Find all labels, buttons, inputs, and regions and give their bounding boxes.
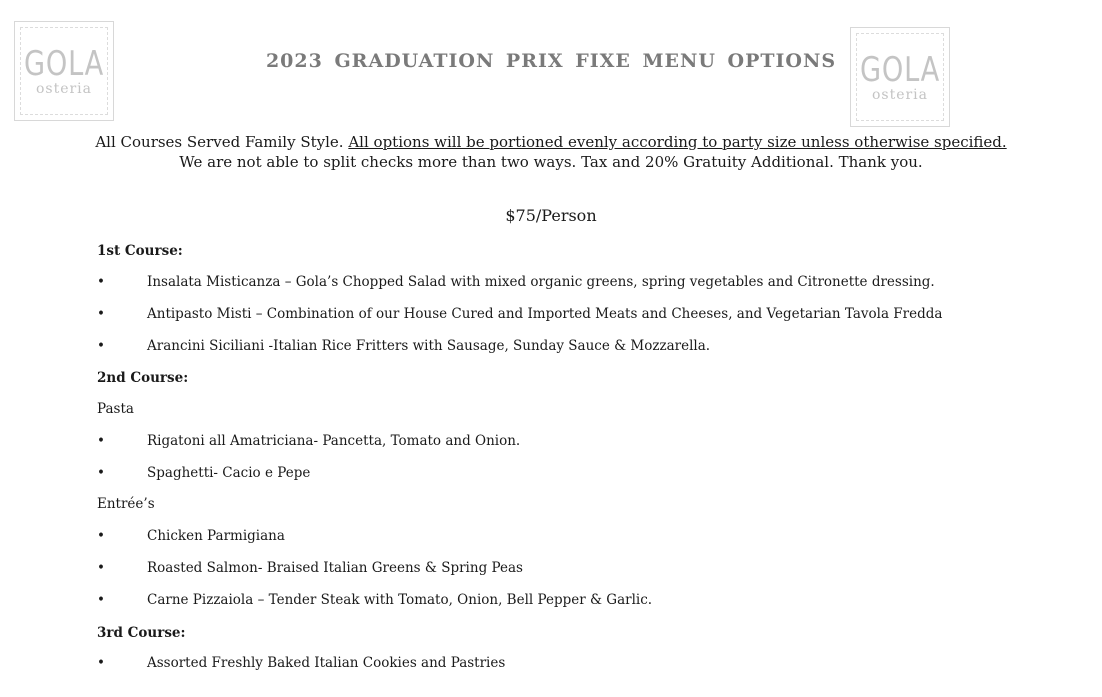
menu-item: Chicken Parmigiana [147,528,285,544]
bullet: • [97,528,105,544]
bullet: • [97,592,105,608]
course-2-heading: 2nd Course: [97,370,189,386]
bullet: • [97,306,105,322]
menu-item: Assorted Freshly Baked Italian Cookies and Pastries [147,655,506,671]
entree-label: Entrée’s [97,496,155,512]
menu-item: Spaghetti- Cacio e Pepe [147,465,311,481]
logo-word: GOLA [859,50,941,90]
menu-item: Arancini Siciliani -Italian Rice Fritters with Sausage, Sunday Sauce & Mozzarella. [147,338,711,354]
pasta-label: Pasta [97,401,134,417]
bullet: • [97,655,105,671]
intro-underlined: All options will be portioned evenly according to party size unless otherwise specified. [348,133,1007,151]
logo-sub: osteria [35,81,93,97]
bullet: • [97,560,105,576]
bullet: • [97,433,105,449]
bullet: • [97,338,105,354]
menu-item: Carne Pizzaiola – Tender Steak with Tomato, Onion, Bell Pepper & Garlic. [147,592,653,608]
price-per-person: $75/Person [505,206,597,225]
gola-logo-right [850,27,950,127]
logo-sub: osteria [871,87,929,103]
bullet: • [97,274,105,290]
bullet: • [97,465,105,481]
intro-text [0,132,1102,172]
page-title: 2023 GRADUATION PRIX FIXE MENU OPTIONS [265,50,837,72]
intro-line-2: We are not able to split checks more than two ways. Tax and 20% Gratuity Additional. Thank you. [179,153,923,171]
intro-line-1 [0,132,1102,152]
logo-word: GOLA [23,44,105,84]
intro-plain: All Courses Served Family Style. [95,133,344,151]
course-1-heading: 1st Course: [97,243,183,259]
menu-item: Antipasto Misti – Combination of our House Cured and Imported Meats and Cheeses, and Vegetarian Tavola Fredda [147,306,943,322]
menu-item: Roasted Salmon- Braised Italian Greens & Spring Peas [147,560,523,576]
menu-item: Rigatoni all Amatriciana- Pancetta, Tomato and Onion. [147,433,521,449]
menu-item: Insalata Misticanza – Gola’s Chopped Salad with mixed organic greens, spring vegetables and Citronette dressing. [147,274,935,290]
course-3-heading: 3rd Course: [97,625,186,641]
